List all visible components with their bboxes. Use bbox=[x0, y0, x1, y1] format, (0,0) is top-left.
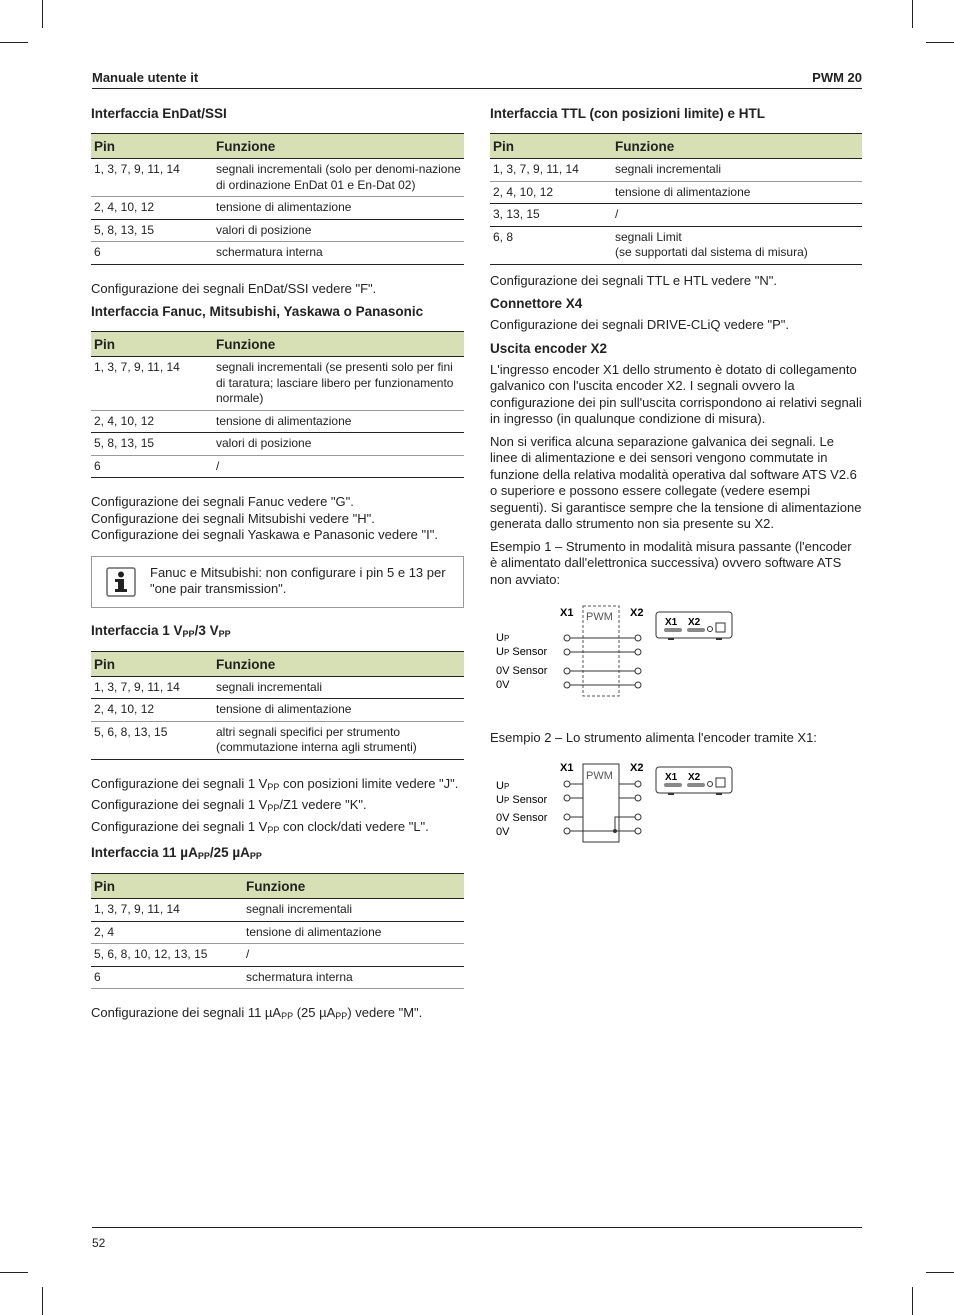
col-header-pin: Pin bbox=[91, 332, 213, 357]
col-header-function: Funzione bbox=[213, 134, 464, 159]
function-cell: / bbox=[612, 204, 862, 227]
title-part: Interfaccia 11 µA bbox=[91, 845, 198, 860]
pin-cell: 2, 4, 10, 12 bbox=[91, 410, 213, 433]
function-cell: tensione di alimentazione bbox=[243, 921, 464, 944]
label-0v: 0V bbox=[496, 679, 510, 691]
paragraph: Configurazione dei segnali TTL e HTL vedere "N". bbox=[490, 272, 777, 288]
pin-cell: 5, 6, 8, 10, 12, 13, 15 bbox=[91, 944, 243, 967]
paragraph bbox=[91, 797, 464, 815]
wiring-svg bbox=[490, 757, 862, 847]
function-cell bbox=[612, 226, 862, 264]
title-sub: PP bbox=[182, 628, 195, 639]
device-x2: X2 bbox=[688, 617, 701, 628]
function-cell: segnali incrementali (se presenti solo per fini di taratura; lasciare libero per funzionamento normale) bbox=[213, 357, 464, 411]
right-column bbox=[490, 105, 862, 855]
section-title: Uscita encoder X2 bbox=[490, 340, 608, 356]
wiring-diagram-1 bbox=[490, 598, 862, 706]
section-title: Connettore X4 bbox=[490, 296, 583, 311]
function-cell: segnali incrementali bbox=[213, 676, 464, 699]
label-0v: 0V bbox=[496, 825, 510, 838]
section-title: Interfaccia TTL (con posizioni limite) e HTL bbox=[490, 106, 766, 121]
function-cell: segnali incrementali bbox=[612, 159, 862, 182]
signal-lines bbox=[564, 635, 641, 688]
pin-table bbox=[91, 133, 464, 265]
pin-cell: 1, 3, 7, 9, 11, 14 bbox=[91, 899, 243, 922]
pin-cell: 1, 3, 7, 9, 11, 14 bbox=[490, 159, 612, 182]
paragraph: Configurazione dei segnali DRIVE-CLiQ vedere "P". bbox=[490, 317, 789, 332]
label-up-sensor: UP Sensor bbox=[496, 793, 548, 806]
col-header-pin: Pin bbox=[91, 134, 213, 159]
pin-cell: 5, 8, 13, 15 bbox=[91, 219, 213, 242]
label-x2: X2 bbox=[630, 607, 644, 619]
function-cell: schermatura interna bbox=[243, 966, 464, 989]
section-title bbox=[91, 844, 464, 863]
paragraph: Esempio 2 – Lo strumento alimenta l'encoder tramite X1: bbox=[490, 730, 817, 745]
function-line: segnali Limit bbox=[615, 229, 682, 244]
title-sub: PP bbox=[218, 628, 231, 639]
label-x1: X1 bbox=[560, 607, 574, 619]
pin-cell: 2, 4, 10, 12 bbox=[91, 699, 213, 722]
pin-cell: 6 bbox=[91, 455, 213, 478]
text-part: con clock/dati vedere "L". bbox=[279, 818, 429, 834]
device-x1: X1 bbox=[665, 617, 678, 628]
function-cell: tensione di alimentazione bbox=[213, 410, 464, 433]
section-title: Interfaccia EnDat/SSI bbox=[91, 106, 227, 121]
pin-cell: 5, 8, 13, 15 bbox=[91, 433, 213, 456]
function-cell: valori di posizione bbox=[213, 219, 464, 242]
col-header-pin: Pin bbox=[490, 134, 612, 159]
paragraph: Configurazione dei segnali Mitsubishi vedere "H". bbox=[91, 510, 375, 526]
pin-cell: 6, 8 bbox=[490, 226, 612, 264]
left-column bbox=[91, 105, 464, 1029]
crop-mark bbox=[0, 1272, 28, 1273]
label-pwm: PWM bbox=[586, 611, 613, 623]
function-cell: tensione di alimentazione bbox=[612, 181, 862, 204]
signal-lines bbox=[564, 781, 641, 834]
function-cell: tensione di alimentazione bbox=[213, 699, 464, 722]
function-cell: tensione di alimentazione bbox=[213, 197, 464, 220]
function-cell: segnali incrementali bbox=[243, 899, 464, 922]
note-text: Fanuc e Mitsubishi: non configurare i pin 5 e 13 per "one pair transmission". bbox=[150, 564, 446, 596]
label-up: UP bbox=[496, 632, 510, 644]
device-x1: X1 bbox=[665, 771, 678, 783]
text-part: con posizioni limite vedere "J". bbox=[279, 775, 459, 791]
page-footer bbox=[92, 1227, 862, 1250]
function-cell: schermatura interna bbox=[213, 242, 464, 265]
device-icon bbox=[656, 612, 732, 640]
crop-mark bbox=[926, 1272, 954, 1273]
col-header-function: Funzione bbox=[213, 332, 464, 357]
col-header-function: Funzione bbox=[213, 651, 464, 676]
section-title: Interfaccia Fanuc, Mitsubishi, Yaskawa o Panasonic bbox=[91, 304, 424, 319]
pin-table bbox=[91, 651, 464, 760]
pin-cell: 6 bbox=[91, 966, 243, 989]
text-part: (25 µA bbox=[293, 1005, 336, 1020]
col-header-function: Funzione bbox=[243, 874, 464, 899]
text-sub: PP bbox=[267, 803, 280, 813]
pin-cell: 6 bbox=[91, 242, 213, 265]
function-cell: valori di posizione bbox=[213, 433, 464, 456]
col-header-pin: Pin bbox=[91, 651, 213, 676]
paragraph bbox=[91, 1005, 464, 1023]
pin-cell: 1, 3, 7, 9, 11, 14 bbox=[91, 676, 213, 699]
pin-cell: 1, 3, 7, 9, 11, 14 bbox=[91, 159, 213, 197]
device-icon bbox=[656, 767, 732, 795]
function-cell: altri segnali specifici per strumento (commutazione interna agli strumenti) bbox=[213, 721, 464, 759]
paragraph bbox=[91, 819, 464, 837]
text-sub: PP bbox=[335, 1011, 348, 1021]
text-part: Configurazione dei segnali 1 V bbox=[91, 775, 268, 791]
label-0v-sensor: 0V Sensor bbox=[496, 665, 548, 677]
crop-mark bbox=[42, 1287, 43, 1315]
function-cell: / bbox=[243, 944, 464, 967]
title-part: /3 V bbox=[194, 622, 219, 638]
page-number: 52 bbox=[92, 1236, 106, 1250]
wiring-svg bbox=[490, 598, 862, 706]
label-x1: X1 bbox=[560, 761, 574, 774]
function-cell: / bbox=[213, 455, 464, 478]
paragraph bbox=[91, 776, 464, 794]
text-part: ) vedere "M". bbox=[347, 1005, 423, 1020]
pin-table bbox=[91, 331, 464, 478]
title-sub: PP bbox=[197, 851, 210, 861]
paragraph: Configurazione dei segnali Yaskawa e Panasonic vedere "I". bbox=[91, 527, 438, 542]
label-up-sensor: UP Sensor bbox=[496, 646, 548, 658]
title-part: /25 µA bbox=[209, 845, 250, 860]
info-icon bbox=[106, 567, 136, 597]
crop-mark bbox=[912, 1287, 913, 1315]
title-sub: PP bbox=[249, 851, 262, 861]
text-part: /Z1 vedere "K". bbox=[279, 797, 367, 812]
paragraph: L'ingresso encoder X1 dello strumento è dotato di collegamento galvanico con l'uscita encoder X2. I segnali ovvero la configurazione dei pin sull'uscita corrispondono ai relativi segnali in ingresso (in qualunque condizione di misura). bbox=[490, 361, 862, 426]
text-part: Configurazione dei segnali 1 V bbox=[91, 818, 268, 834]
crop-mark bbox=[912, 0, 913, 28]
text-part: Configurazione dei segnali 1 V bbox=[91, 797, 268, 812]
pin-cell: 2, 4, 10, 12 bbox=[490, 181, 612, 204]
pin-cell: 2, 4, 10, 12 bbox=[91, 197, 213, 220]
pin-cell: 5, 6, 8, 13, 15 bbox=[91, 721, 213, 759]
header-product: PWM 20 bbox=[812, 70, 862, 85]
title-part: Interfaccia 1 V bbox=[91, 622, 183, 638]
info-note bbox=[91, 556, 464, 608]
label-pwm: PWM bbox=[586, 769, 613, 782]
label-up: UP bbox=[496, 779, 510, 792]
function-line: (se supportati dal sistema di misura) bbox=[615, 245, 808, 259]
pin-table bbox=[91, 873, 464, 989]
crop-mark bbox=[0, 42, 28, 43]
col-header-pin: Pin bbox=[91, 874, 243, 899]
page-header bbox=[92, 68, 862, 89]
label-x2: X2 bbox=[630, 761, 644, 774]
text-sub: PP bbox=[281, 1011, 294, 1021]
header-title: Manuale utente it bbox=[92, 70, 199, 85]
text-sub: PP bbox=[267, 824, 280, 835]
col-header-function: Funzione bbox=[612, 134, 862, 159]
section-title bbox=[91, 622, 464, 641]
paragraph: Non si verifica alcuna separazione galvanica dei segnali. Le linee di alimentazione e dei sensori vengono commutate in funzione della relativa modalità operativa dal software ATS V2.6 o superiore e possono essere collegate (vedere esempi seguenti). Si garantisce sempre che la tensione di alimentazione generata dallo strumento non sia presente su X2. bbox=[490, 433, 862, 531]
wiring-diagram-2 bbox=[490, 757, 862, 847]
pin-cell: 3, 13, 15 bbox=[490, 204, 612, 227]
text-sub: PP bbox=[267, 781, 280, 792]
text-part: Configurazione dei segnali 11 µA bbox=[91, 1005, 282, 1020]
crop-mark bbox=[42, 0, 43, 28]
pin-table bbox=[490, 133, 862, 265]
crop-mark bbox=[926, 42, 954, 43]
pin-cell: 1, 3, 7, 9, 11, 14 bbox=[91, 357, 213, 411]
pin-cell: 2, 4 bbox=[91, 921, 243, 944]
device-x2: X2 bbox=[688, 771, 701, 783]
paragraph: Configurazione dei segnali Fanuc vedere "G". bbox=[91, 494, 354, 509]
paragraph: Configurazione dei segnali EnDat/SSI vedere "F". bbox=[91, 280, 377, 296]
label-0v-sensor: 0V Sensor bbox=[496, 811, 548, 824]
function-cell: segnali incrementali (solo per denomi-nazione di ordinazione EnDat 01 e En-Dat 02) bbox=[213, 159, 464, 197]
paragraph: Esempio 1 – Strumento in modalità misura passante (l'encoder è alimentato dall'elettronica successiva) ovvero software ATS non avviato: bbox=[490, 538, 852, 587]
